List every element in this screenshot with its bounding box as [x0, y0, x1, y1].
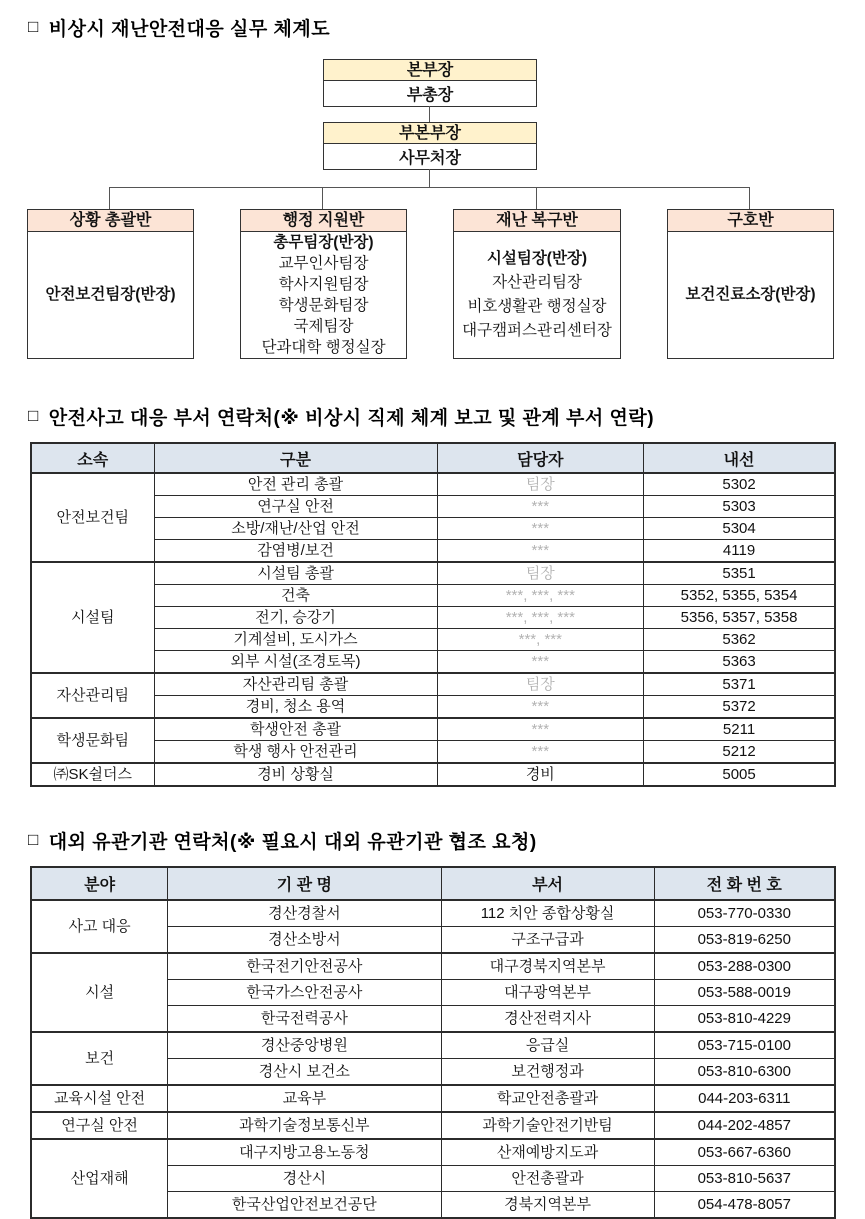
dept-table-header — [31, 443, 835, 473]
org-branch-member: 학사지원팀장 — [278, 276, 369, 293]
connector-line — [536, 187, 537, 209]
table-cell: 5304 — [644, 518, 835, 540]
column-header: 부서 — [441, 867, 654, 900]
column-header: 내선 — [644, 443, 835, 473]
table-cell: 교육부 — [168, 1085, 441, 1112]
org-branch-members — [28, 232, 193, 358]
connector-line — [322, 187, 323, 209]
table-cell: 전기, 승강기 — [154, 607, 437, 629]
table-cell: 5371 — [644, 673, 835, 696]
table-row — [31, 900, 835, 927]
table-cell: *** — [437, 496, 644, 518]
column-header: 기 관 명 — [168, 867, 441, 900]
section3-title-text: 대외 유관기관 연락처(※ 필요시 대외 유관기관 협조 요청) — [48, 832, 537, 853]
table-cell: *** — [437, 518, 644, 540]
org-branch-member: 자산관리팀장 — [492, 274, 582, 291]
table-row — [31, 718, 835, 741]
org-branch-member: 단과대학 행정실장 — [261, 339, 386, 356]
group-cell: 안전보건팀 — [31, 473, 154, 562]
org-branch-members — [668, 232, 833, 358]
table-cell: 4119 — [644, 540, 835, 563]
table-cell: 대구경북지역본부 — [441, 953, 654, 980]
table-row — [31, 473, 835, 496]
org-box-body: 부총장 — [406, 87, 454, 104]
square-bullet-icon: □ — [28, 829, 39, 849]
table-cell: 경비 상황실 — [154, 763, 437, 786]
section1-title — [28, 14, 865, 41]
table-cell: *** — [437, 540, 644, 563]
group-cell: 시설 — [31, 953, 168, 1032]
table-cell: 학교안전총괄과 — [441, 1085, 654, 1112]
table-cell: ***, ***, *** — [437, 607, 644, 629]
table-cell: 5372 — [644, 696, 835, 719]
section1-title-text: 비상시 재난안전대응 실무 체계도 — [48, 19, 331, 40]
table-cell: 안전총괄과 — [441, 1166, 654, 1192]
group-cell: 시설팀 — [31, 562, 154, 673]
org-branch-member: 국제팀장 — [293, 318, 354, 335]
column-header: 소속 — [31, 443, 154, 473]
table-cell: ***, *** — [437, 629, 644, 651]
table-row — [31, 1085, 835, 1112]
external-table-body — [31, 900, 835, 1218]
table-cell: 산재예방지도과 — [441, 1139, 654, 1166]
table-cell: 053-770-0330 — [654, 900, 835, 927]
org-branch-members — [241, 232, 406, 358]
table-cell: *** — [437, 718, 644, 741]
table-cell: 044-202-4857 — [654, 1112, 835, 1139]
org-box-header: 본부장 — [324, 60, 536, 81]
square-bullet-icon: □ — [28, 16, 39, 36]
dept-table-body — [31, 473, 835, 786]
group-cell: 자산관리팀 — [31, 673, 154, 718]
table-cell: 구조구급과 — [441, 927, 654, 954]
table-cell: 경산시 — [168, 1166, 441, 1192]
org-box-headquarters-chief — [323, 59, 537, 107]
table-cell: 한국전기안전공사 — [168, 953, 441, 980]
table-cell: 경비, 청소 용역 — [154, 696, 437, 719]
table-cell: 5351 — [644, 562, 835, 585]
group-cell: 산업재해 — [31, 1139, 168, 1218]
org-branch-header: 재난 복구반 — [454, 210, 620, 232]
table-cell: 경산경찰서 — [168, 900, 441, 927]
table-cell: 5363 — [644, 651, 835, 674]
table-cell: 경산소방서 — [168, 927, 441, 954]
table-cell: 112 치안 종합상황실 — [441, 900, 654, 927]
table-cell: 기계설비, 도시가스 — [154, 629, 437, 651]
table-cell: 044-203-6311 — [654, 1085, 835, 1112]
external-table-header — [31, 867, 835, 900]
table-row — [31, 562, 835, 585]
table-cell: 5352, 5355, 5354 — [644, 585, 835, 607]
table-cell: 053-819-6250 — [654, 927, 835, 954]
external-contact-table — [30, 866, 836, 1219]
table-row — [31, 953, 835, 980]
section2-title — [28, 403, 865, 430]
table-cell: 보건행정과 — [441, 1059, 654, 1086]
table-row — [31, 1139, 835, 1166]
table-cell: 학생안전 총괄 — [154, 718, 437, 741]
column-header: 분야 — [31, 867, 168, 900]
connector-line — [429, 169, 430, 187]
table-cell: 자산관리팀 총괄 — [154, 673, 437, 696]
group-cell: 연구실 안전 — [31, 1112, 168, 1139]
connector-line — [749, 187, 750, 209]
table-cell: 팀장 — [437, 473, 644, 496]
group-cell: ㈜SK쉴더스 — [31, 763, 154, 786]
table-cell: 과학기술안전기반팀 — [441, 1112, 654, 1139]
table-cell: 053-810-5637 — [654, 1166, 835, 1192]
table-cell: 053-810-4229 — [654, 1006, 835, 1033]
table-cell: 053-667-6360 — [654, 1139, 835, 1166]
connector-line — [109, 187, 750, 188]
org-branch-member: 대구캠퍼스관리센터장 — [462, 322, 612, 339]
org-branch-header: 행정 지원반 — [241, 210, 406, 232]
table-cell: 경북지역본부 — [441, 1192, 654, 1219]
group-cell: 학생문화팀 — [31, 718, 154, 763]
org-branch-header: 상황 총괄반 — [28, 210, 193, 232]
org-branch-member: 보건진료소장(반장) — [685, 286, 816, 303]
table-cell: 053-288-0300 — [654, 953, 835, 980]
table-cell: 경산시 보건소 — [168, 1059, 441, 1086]
org-branch-member: 학생문화팀장 — [278, 297, 369, 314]
org-branch-admin-support — [240, 209, 407, 359]
table-cell: 5303 — [644, 496, 835, 518]
org-branch-disaster-recovery — [453, 209, 621, 359]
org-branch-relief — [667, 209, 834, 359]
table-cell: 외부 시설(조경토목) — [154, 651, 437, 674]
table-cell: 팀장 — [437, 562, 644, 585]
section2-title-text: 안전사고 대응 부서 연락처(※ 비상시 직제 체계 보고 및 관계 부서 연락) — [48, 408, 655, 429]
table-row — [31, 1032, 835, 1059]
org-branch-member: 시설팀장(반장) — [486, 250, 588, 267]
group-cell: 사고 대응 — [31, 900, 168, 953]
org-branch-header: 구호반 — [668, 210, 833, 232]
table-row — [31, 1112, 835, 1139]
table-cell: 연구실 안전 — [154, 496, 437, 518]
org-branch-member: 교무인사팀장 — [278, 255, 369, 272]
table-cell: 5356, 5357, 5358 — [644, 607, 835, 629]
org-branch-situation-control — [27, 209, 194, 359]
org-box-deputy-chief — [323, 122, 537, 170]
table-cell: 대구광역본부 — [441, 980, 654, 1006]
org-branch-member: 비호생활관 행정실장 — [467, 298, 607, 315]
connector-line — [109, 187, 110, 209]
table-cell: 5211 — [644, 718, 835, 741]
table-cell: 감염병/보건 — [154, 540, 437, 563]
org-branch-member: 총무팀장(반장) — [273, 234, 374, 251]
group-cell: 보건 — [31, 1032, 168, 1085]
table-cell: 5302 — [644, 473, 835, 496]
table-cell: *** — [437, 696, 644, 719]
table-cell: 053-588-0019 — [654, 980, 835, 1006]
org-branch-member: 안전보건팀장(반장) — [45, 286, 176, 303]
column-header: 구분 — [154, 443, 437, 473]
org-chart — [0, 59, 865, 361]
table-cell: 소방/재난/산업 안전 — [154, 518, 437, 540]
table-cell: 053-810-6300 — [654, 1059, 835, 1086]
table-cell: *** — [437, 651, 644, 674]
table-cell: 안전 관리 총괄 — [154, 473, 437, 496]
connector-line — [429, 106, 430, 122]
table-cell: 응급실 — [441, 1032, 654, 1059]
org-box-body: 사무처장 — [399, 150, 461, 167]
table-cell: 053-715-0100 — [654, 1032, 835, 1059]
table-cell: 팀장 — [437, 673, 644, 696]
table-cell: 한국가스안전공사 — [168, 980, 441, 1006]
table-cell: 과학기술정보통신부 — [168, 1112, 441, 1139]
table-cell: 경산전력지사 — [441, 1006, 654, 1033]
table-row — [31, 763, 835, 786]
table-cell: 한국산업안전보건공단 — [168, 1192, 441, 1219]
column-header: 담당자 — [437, 443, 644, 473]
table-cell: 한국전력공사 — [168, 1006, 441, 1033]
table-cell: 건축 — [154, 585, 437, 607]
org-box-header: 부본부장 — [324, 123, 536, 144]
table-cell: 5212 — [644, 741, 835, 764]
table-cell: 경산중앙병원 — [168, 1032, 441, 1059]
table-cell: 경비 — [437, 763, 644, 786]
section3-title — [28, 827, 865, 854]
table-cell: *** — [437, 741, 644, 764]
square-bullet-icon: □ — [28, 405, 39, 425]
table-cell: 학생 행사 안전관리 — [154, 741, 437, 764]
dept-contact-table — [30, 442, 836, 787]
table-cell: 시설팀 총괄 — [154, 562, 437, 585]
table-cell: 054-478-8057 — [654, 1192, 835, 1219]
table-cell: ***, ***, *** — [437, 585, 644, 607]
column-header: 전 화 번 호 — [654, 867, 835, 900]
table-row — [31, 673, 835, 696]
org-branch-members — [454, 232, 620, 358]
group-cell: 교육시설 안전 — [31, 1085, 168, 1112]
table-cell: 5005 — [644, 763, 835, 786]
table-cell: 5362 — [644, 629, 835, 651]
table-cell: 대구지방고용노동청 — [168, 1139, 441, 1166]
